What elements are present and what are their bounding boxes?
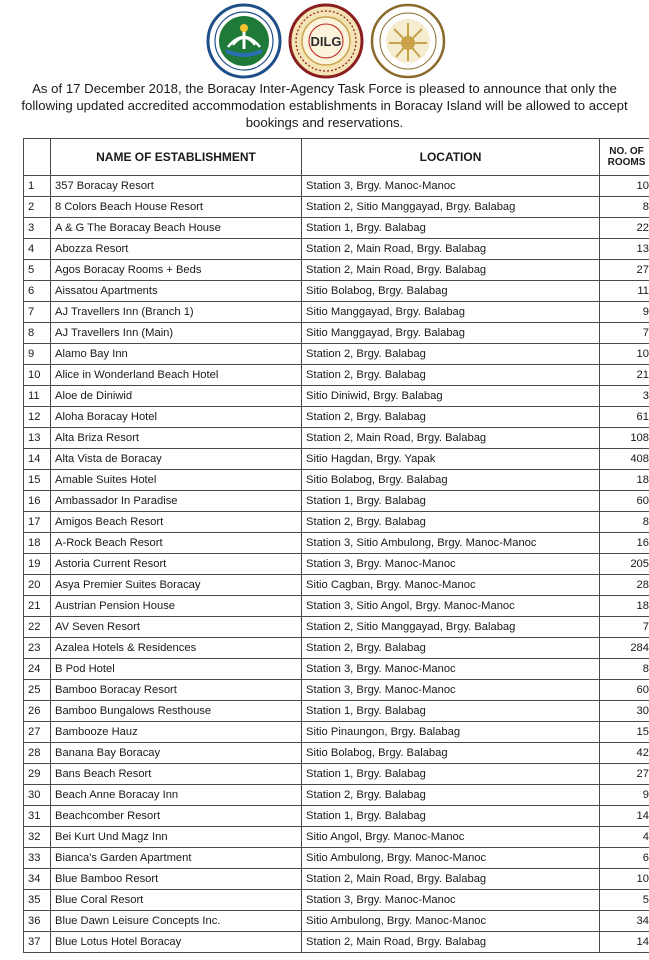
table-row: [24, 848, 649, 869]
row-number: 6: [24, 281, 51, 302]
table-row: [24, 701, 649, 722]
row-number: 22: [24, 617, 51, 638]
establishment-name: AJ Travellers Inn (Main): [51, 323, 302, 344]
establishment-location: Sitio Angol, Brgy. Manoc-Manoc: [302, 827, 600, 848]
row-number: 25: [24, 680, 51, 701]
room-count: 22: [600, 218, 649, 239]
establishment-name: Beach Anne Boracay Inn: [51, 785, 302, 806]
establishment-name: Beachcomber Resort: [51, 806, 302, 827]
room-count: 7: [600, 617, 649, 638]
establishment-name: Alice in Wonderland Beach Hotel: [51, 365, 302, 386]
establishment-location: Station 2, Sitio Manggayad, Brgy. Balabag: [302, 197, 600, 218]
establishment-location: Station 2, Main Road, Brgy. Balabag: [302, 428, 600, 449]
establishment-location: Station 1, Brgy. Balabag: [302, 701, 600, 722]
establishment-location: Station 3, Sitio Ambulong, Brgy. Manoc-Manoc: [302, 533, 600, 554]
table-row: [24, 512, 649, 533]
establishment-name: Blue Bamboo Resort: [51, 869, 302, 890]
table-row: [24, 323, 649, 344]
table-row: [24, 344, 649, 365]
establishment-name: Bans Beach Resort: [51, 764, 302, 785]
header-location: LOCATION: [302, 139, 600, 176]
table-row: [24, 197, 649, 218]
establishment-location: Station 2, Main Road, Brgy. Balabag: [302, 260, 600, 281]
room-count: 10: [600, 176, 649, 197]
table-row: [24, 260, 649, 281]
table-row: [24, 785, 649, 806]
establishment-name: Aissatou Apartments: [51, 281, 302, 302]
establishment-name: AJ Travellers Inn (Branch 1): [51, 302, 302, 323]
room-count: 60: [600, 680, 649, 701]
table-row: [24, 827, 649, 848]
establishment-location: Sitio Bolabog, Brgy. Balabag: [302, 743, 600, 764]
establishment-location: Sitio Hagdan, Brgy. Yapak: [302, 449, 600, 470]
establishment-location: Station 2, Brgy. Balabag: [302, 638, 600, 659]
row-number: 23: [24, 638, 51, 659]
dot-seal-icon: [370, 3, 446, 79]
establishment-name: Asya Premier Suites Boracay: [51, 575, 302, 596]
room-count: 205: [600, 554, 649, 575]
table-row: [24, 743, 649, 764]
establishment-location: Sitio Cagban, Brgy. Manoc-Manoc: [302, 575, 600, 596]
row-number: 21: [24, 596, 51, 617]
row-number: 31: [24, 806, 51, 827]
table-row: [24, 176, 649, 197]
room-count: 16: [600, 533, 649, 554]
establishment-name: Blue Lotus Hotel Boracay: [51, 932, 302, 953]
room-count: 9: [600, 302, 649, 323]
dilg-seal-icon: [288, 3, 364, 79]
table-row: [24, 407, 649, 428]
room-count: 7: [600, 323, 649, 344]
room-count: 27: [600, 764, 649, 785]
row-number: 14: [24, 449, 51, 470]
row-number: 11: [24, 386, 51, 407]
room-count: 27: [600, 260, 649, 281]
establishment-location: Station 1, Brgy. Balabag: [302, 806, 600, 827]
table-row: [24, 554, 649, 575]
establishment-name: Amable Suites Hotel: [51, 470, 302, 491]
row-number: 17: [24, 512, 51, 533]
room-count: 30: [600, 701, 649, 722]
establishment-name: Bambooze Hauz: [51, 722, 302, 743]
denr-seal-icon: [206, 3, 282, 79]
establishment-name: Bamboo Boracay Resort: [51, 680, 302, 701]
establishment-location: Station 3, Brgy. Manoc-Manoc: [302, 176, 600, 197]
establishment-name: A-Rock Beach Resort: [51, 533, 302, 554]
row-number: 7: [24, 302, 51, 323]
table-row: [24, 302, 649, 323]
establishment-name: Alta Vista de Boracay: [51, 449, 302, 470]
row-number: 12: [24, 407, 51, 428]
establishment-location: Station 3, Sitio Angol, Brgy. Manoc-Manoc: [302, 596, 600, 617]
room-count: 8: [600, 512, 649, 533]
row-number: 8: [24, 323, 51, 344]
table-row: [24, 722, 649, 743]
establishment-location: Sitio Manggayad, Brgy. Balabag: [302, 302, 600, 323]
row-number: 36: [24, 911, 51, 932]
row-number: 29: [24, 764, 51, 785]
establishment-location: Station 2, Brgy. Balabag: [302, 407, 600, 428]
table-row: [24, 365, 649, 386]
table-row: [24, 386, 649, 407]
table-row: [24, 890, 649, 911]
dilg-seal-text: DILG: [310, 34, 342, 49]
establishment-name: Banana Bay Boracay: [51, 743, 302, 764]
table-row: [24, 281, 649, 302]
row-number: 34: [24, 869, 51, 890]
establishment-location: Station 2, Brgy. Balabag: [302, 785, 600, 806]
table-row: [24, 806, 649, 827]
room-count: 21: [600, 365, 649, 386]
row-number: 37: [24, 932, 51, 953]
table-header-row: [24, 139, 649, 176]
room-count: 28: [600, 575, 649, 596]
row-number: 10: [24, 365, 51, 386]
establishment-name: Blue Dawn Leisure Concepts Inc.: [51, 911, 302, 932]
row-number: 1: [24, 176, 51, 197]
room-count: 5: [600, 890, 649, 911]
establishment-name: 357 Boracay Resort: [51, 176, 302, 197]
table-row: [24, 932, 649, 953]
row-number: 26: [24, 701, 51, 722]
room-count: 14: [600, 932, 649, 953]
table-row: [24, 911, 649, 932]
establishment-location: Station 2, Main Road, Brgy. Balabag: [302, 869, 600, 890]
header-num: [24, 139, 51, 176]
table-row: [24, 428, 649, 449]
table-row: [24, 680, 649, 701]
room-count: 9: [600, 785, 649, 806]
table-row: [24, 869, 649, 890]
establishment-location: Sitio Bolabog, Brgy. Balabag: [302, 470, 600, 491]
establishment-location: Station 3, Brgy. Manoc-Manoc: [302, 554, 600, 575]
row-number: 2: [24, 197, 51, 218]
room-count: 15: [600, 722, 649, 743]
room-count: 10: [600, 344, 649, 365]
row-number: 20: [24, 575, 51, 596]
establishment-name: Bamboo Bungalows Resthouse: [51, 701, 302, 722]
establishment-location: Station 2, Brgy. Balabag: [302, 365, 600, 386]
establishment-location: Station 3, Brgy. Manoc-Manoc: [302, 680, 600, 701]
room-count: 61: [600, 407, 649, 428]
establishment-location: Station 3, Brgy. Manoc-Manoc: [302, 659, 600, 680]
establishment-location: Sitio Pinaungon, Brgy. Balabag: [302, 722, 600, 743]
row-number: 5: [24, 260, 51, 281]
establishment-location: Station 2, Main Road, Brgy. Balabag: [302, 932, 600, 953]
establishment-location: Station 1, Brgy. Balabag: [302, 218, 600, 239]
establishment-location: Station 2, Main Road, Brgy. Balabag: [302, 239, 600, 260]
table-row: [24, 239, 649, 260]
room-count: 10: [600, 869, 649, 890]
table-row: [24, 764, 649, 785]
establishment-location: Station 3, Brgy. Manoc-Manoc: [302, 890, 600, 911]
establishment-name: Austrian Pension House: [51, 596, 302, 617]
establishment-name: AV Seven Resort: [51, 617, 302, 638]
room-count: 42: [600, 743, 649, 764]
room-count: 8: [600, 197, 649, 218]
establishment-location: Station 1, Brgy. Balabag: [302, 764, 600, 785]
table-row: [24, 638, 649, 659]
room-count: 4: [600, 827, 649, 848]
establishment-name: Azalea Hotels & Residences: [51, 638, 302, 659]
table-body: [24, 176, 649, 953]
header-name: NAME OF ESTABLISHMENT: [51, 139, 302, 176]
establishment-name: B Pod Hotel: [51, 659, 302, 680]
establishment-name: Ambassador In Paradise: [51, 491, 302, 512]
establishment-name: Astoria Current Resort: [51, 554, 302, 575]
row-number: 32: [24, 827, 51, 848]
establishment-location: Sitio Ambulong, Brgy. Manoc-Manoc: [302, 911, 600, 932]
room-count: 18: [600, 596, 649, 617]
establishment-name: 8 Colors Beach House Resort: [51, 197, 302, 218]
table-row: [24, 491, 649, 512]
room-count: 6: [600, 848, 649, 869]
row-number: 3: [24, 218, 51, 239]
room-count: 8: [600, 659, 649, 680]
row-number: 35: [24, 890, 51, 911]
room-count: 3: [600, 386, 649, 407]
establishment-location: Station 2, Brgy. Balabag: [302, 512, 600, 533]
table-row: [24, 617, 649, 638]
establishment-name: Bianca's Garden Apartment: [51, 848, 302, 869]
establishment-location: Station 2, Brgy. Balabag: [302, 344, 600, 365]
room-count: 34: [600, 911, 649, 932]
establishment-name: Blue Coral Resort: [51, 890, 302, 911]
establishment-name: Abozza Resort: [51, 239, 302, 260]
establishment-location: Sitio Ambulong, Brgy. Manoc-Manoc: [302, 848, 600, 869]
establishment-name: Alamo Bay Inn: [51, 344, 302, 365]
table-row: [24, 449, 649, 470]
establishment-location: Sitio Manggayad, Brgy. Balabag: [302, 323, 600, 344]
room-count: 60: [600, 491, 649, 512]
row-number: 4: [24, 239, 51, 260]
table-row: [24, 596, 649, 617]
establishment-name: Alta Briza Resort: [51, 428, 302, 449]
room-count: 18: [600, 470, 649, 491]
row-number: 19: [24, 554, 51, 575]
room-count: 284: [600, 638, 649, 659]
row-number: 18: [24, 533, 51, 554]
row-number: 15: [24, 470, 51, 491]
agency-logos: [0, 3, 649, 81]
header-rooms-label: NO. OF ROOMS: [607, 146, 646, 168]
room-count: 14: [600, 806, 649, 827]
establishment-name: Agos Boracay Rooms + Beds: [51, 260, 302, 281]
row-number: 30: [24, 785, 51, 806]
row-number: 13: [24, 428, 51, 449]
room-count: 108: [600, 428, 649, 449]
announcement-text: As of 17 December 2018, the Boracay Inter-Agency Task Force is pleased to announce that only the following updated accredited accommodation establishments in Boracay Island will be allowed to accept bookings and reservations.: [21, 81, 628, 130]
establishment-location: Sitio Bolabog, Brgy. Balabag: [302, 281, 600, 302]
room-count: 13: [600, 239, 649, 260]
accommodation-table: [23, 138, 649, 953]
header-rooms: [600, 139, 649, 176]
room-count: 11: [600, 281, 649, 302]
table-row: [24, 575, 649, 596]
establishment-name: Bei Kurt Und Magz Inn: [51, 827, 302, 848]
table-row: [24, 533, 649, 554]
establishment-location: Station 1, Brgy. Balabag: [302, 491, 600, 512]
row-number: 28: [24, 743, 51, 764]
room-count: 408: [600, 449, 649, 470]
establishment-location: Station 2, Sitio Manggayad, Brgy. Balabag: [302, 617, 600, 638]
establishment-name: Aloe de Diniwid: [51, 386, 302, 407]
row-number: 27: [24, 722, 51, 743]
table-row: [24, 218, 649, 239]
establishment-location: Sitio Diniwid, Brgy. Balabag: [302, 386, 600, 407]
row-number: 16: [24, 491, 51, 512]
table-row: [24, 470, 649, 491]
row-number: 24: [24, 659, 51, 680]
establishment-name: Aloha Boracay Hotel: [51, 407, 302, 428]
table-row: [24, 659, 649, 680]
row-number: 33: [24, 848, 51, 869]
establishment-name: A & G The Boracay Beach House: [51, 218, 302, 239]
row-number: 9: [24, 344, 51, 365]
establishment-name: Amigos Beach Resort: [51, 512, 302, 533]
